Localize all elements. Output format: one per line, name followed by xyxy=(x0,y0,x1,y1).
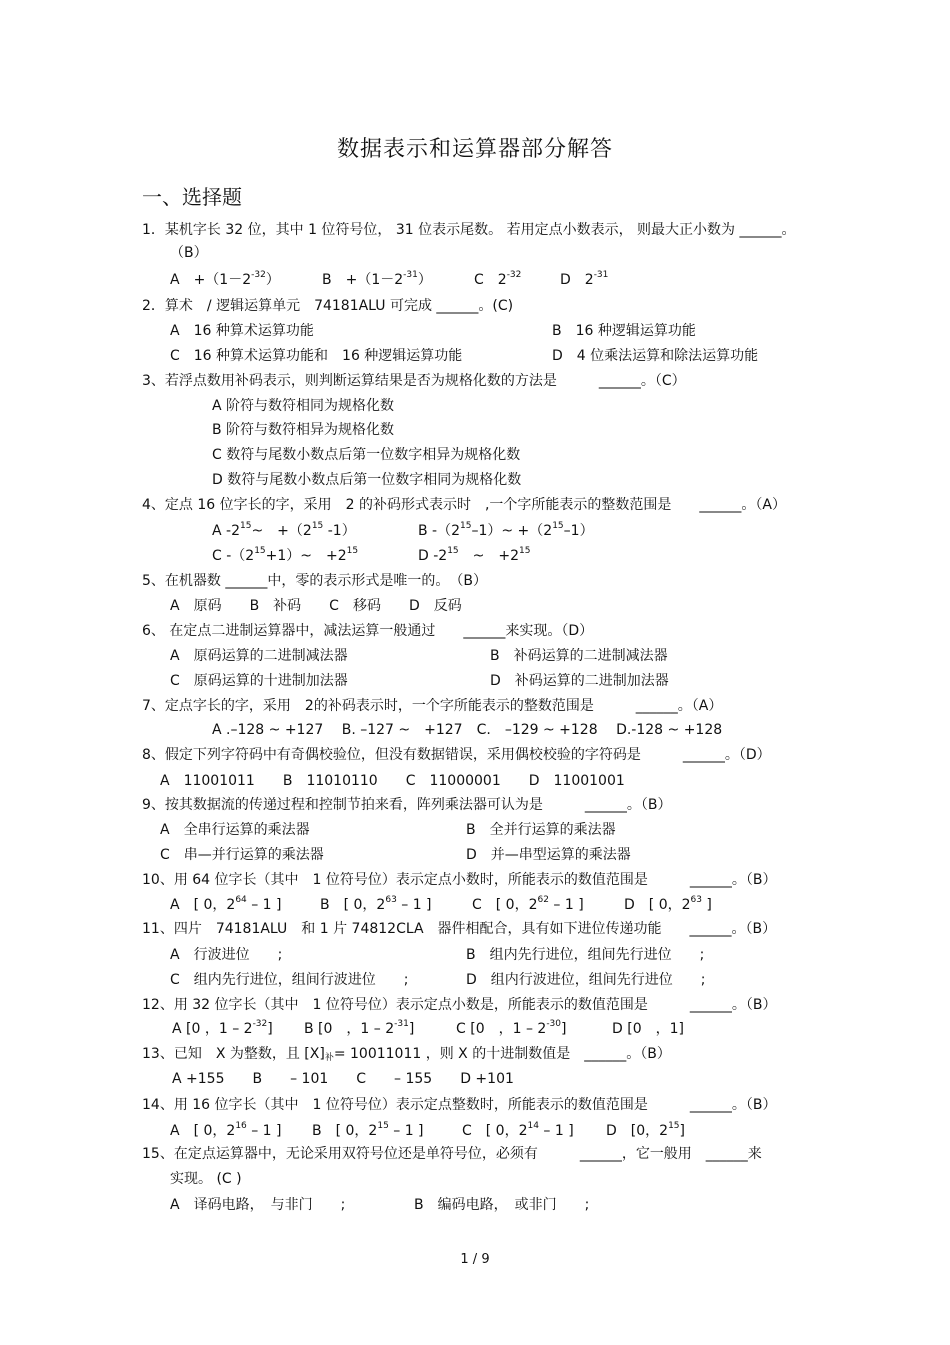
option-a: A [0 ，$1 - 2^{-32}$] xyxy=(172,1019,273,1037)
option-b: B $+(1-2^{-31})$ xyxy=(322,270,432,288)
question-6-option-c: C 原码运算的十进制加法器 xyxy=(170,673,348,689)
question-11-option-c: C 组内先行进位，组间行波进位 ; xyxy=(170,972,409,988)
question-3-stem: 3、若浮点数用补码表示，则判断运算结果是否为规格化数的方法是 ______。（C） xyxy=(142,373,686,389)
question-6-option-a: A 原码运算的二进制减法器 xyxy=(170,648,348,664)
option-c: C $2^{-32}$ xyxy=(474,270,522,288)
question-4-stem: 4、定点 16 位字长的字，采用 2 的补码形式表示时 ,一个字所能表示的整数范围是 ______。（A） xyxy=(142,497,787,513)
question-5-stem: 5、在机器数 ______中，零的表示形式是唯一的。 （B） xyxy=(142,573,487,589)
question-7-options: A .–128 ~ +127 B. –127 ~ +127 C. –129 ~ +128 D.-128 ~ +128 xyxy=(212,722,723,738)
option-d: D $-2^{15}$ ~ $+2^{15}$ xyxy=(418,546,531,564)
question-6-option-d: D 补码运算的二进制加法器 xyxy=(490,673,669,689)
question-9-option-a: A 全串行运算的乘法器 xyxy=(160,822,310,838)
question-4-options-cd xyxy=(212,547,530,565)
question-2-stem: 2．算术 / 逻辑运算单元 74181ALU 可完成 ______。(C) xyxy=(142,298,514,314)
question-3-option-d: D 数符与尾数小数点后第一位数字相同为规格化数 xyxy=(212,472,522,488)
option-b: B [0 ，$1 - 2^{-31}$] xyxy=(304,1019,415,1037)
question-7-stem: 7、定点字长的字，采用 2的补码表示时，一个字所能表示的整数范围是 ______。（A） xyxy=(142,698,723,714)
option-c: C [0 ，$1 - 2^{-30}$] xyxy=(456,1019,567,1037)
question-14-options xyxy=(170,1122,685,1140)
question-13-stem: 13、已知 X 为整数，且 $[X]_补= 10011011$ ，则 X 的十进制数值是 ______。（B） xyxy=(142,1046,671,1063)
question-10-options xyxy=(170,896,712,914)
question-2-option-d: D 4 位乘法运算和除法运算功能 xyxy=(552,348,759,364)
question-10-stem: 10、用 64 位字长（其中 1 位符号位）表示定点小数时，所能表示的数值范围是 ______。（B） xyxy=(142,872,777,888)
question-3-option-a: A 阶符与数符相同为规格化数 xyxy=(212,398,395,414)
question-13-options: A +155 B – 101 C – 155 D +101 xyxy=(172,1071,514,1087)
section-heading: 一、选择题 xyxy=(142,185,242,209)
option-c: C [ 0，$2^{14} - 1$ ] xyxy=(462,1121,574,1139)
option-d: D $2^{-31}$ xyxy=(560,270,609,288)
question-2-option-c: C 16 种算术运算功能和 16 种逻辑运算功能 xyxy=(170,348,463,364)
option-a: A $+(1-2^{-32})$ xyxy=(170,270,280,288)
option-c: C [ 0，$2^{62} - 1$ ] xyxy=(472,895,584,913)
page-title: 数据表示和运算器部分解答 xyxy=(336,137,613,162)
question-3-option-c: C 数符与尾数小数点后第一位数字相异为规格化数 xyxy=(212,447,521,463)
option-b: B [ 0，$2^{63} - 1$ ] xyxy=(320,895,432,913)
question-6-stem: 6、 在定点二进制运算器中，减法运算一般通过 ______来实现。（D） xyxy=(142,623,594,639)
question-9-option-b: B 全并行运算的乘法器 xyxy=(466,822,616,838)
question-9-stem: 9、按其数据流的传递过程和控制节拍来看，阵列乘法器可认为是 ______。（B） xyxy=(142,797,672,813)
option-a: A $-2^{15}\sim$ $+(2^{15}$ -1） xyxy=(212,521,356,539)
question-5-options: A 原码 B 补码 C 移码 D 反码 xyxy=(170,598,462,614)
question-1-options xyxy=(170,271,608,289)
question-12-stem: 12、用 32 位字长（其中 1 位符号位）表示定点小数是，所能表示的数值范围是 ______。（B） xyxy=(142,997,777,1013)
question-1-stem: 1．某机字长 32 位，其中 1 位符号位， 31 位表示尾数。 若用定点小数表示， 则最大正小数为 ______。 xyxy=(142,222,796,238)
question-8-stem: 8、假定下列字符码中有奇偶校验位，但没有数据错误，采用偶校校验的字符码是 ______。（D） xyxy=(142,747,771,763)
question-11-option-b: B 组内先行进位，组间先行进位 ; xyxy=(466,947,705,963)
option-b: B [ 0，$2^{15} - 1$ ] xyxy=(312,1121,424,1139)
page-number: 1 / 9 xyxy=(460,1252,490,1267)
question-12-options xyxy=(172,1020,684,1038)
question-3-option-b: B 阶符与数符相异为规格化数 xyxy=(212,422,395,438)
question-15-stem: 15、在定点运算器中，无论采用双符号位还是单符号位，必须有 ______，它一般用 ______来 xyxy=(142,1146,762,1162)
question-6-option-b: B 补码运算的二进制减法器 xyxy=(490,648,668,664)
question-15-stem-cont: 实现。 (C ) xyxy=(170,1171,242,1187)
option-c: C $-(2^{15}+1)\sim$ $+2^{15}$ xyxy=(212,546,359,564)
question-11-option-a: A 行波进位 ; xyxy=(170,947,283,963)
question-9-option-d: D 并—串型运算的乘法器 xyxy=(466,847,631,863)
question-15-option-b: B 编码电路， 或非门 ; xyxy=(414,1197,590,1213)
option-a: A [ 0，$2^{64} - 1$ ] xyxy=(170,895,282,913)
option-d: D [0，$2^{15}$] xyxy=(606,1121,685,1139)
question-2-option-a: A 16 种算术运算功能 xyxy=(170,323,314,339)
question-14-stem: 14、用 16 位字长（其中 1 位符号位）表示定点整数时，所能表示的数值范围是 ______。（B） xyxy=(142,1097,777,1113)
question-9-option-c: C 串—并行运算的乘法器 xyxy=(160,847,324,863)
question-11-option-d: D 组内行波进位，组间先行进位 ; xyxy=(466,972,706,988)
question-15-option-a: A 译码电路， 与非门 ; xyxy=(170,1197,346,1213)
question-8-options: A 11001011 B 11010110 C 11000001 D 11001001 xyxy=(160,773,625,789)
question-4-options-ab xyxy=(212,522,594,540)
option-b: B $-(2^{15}-1)\sim +(2^{15}-1)$ xyxy=(418,521,594,539)
option-a: A [ 0，$2^{16} - 1$ ] xyxy=(170,1121,282,1139)
question-11-stem: 11、四片 74181ALU 和 1 片 74812CLA 器件相配合，具有如下进位传递功能 ______。（B） xyxy=(142,921,777,937)
option-d: D [ 0，$2^{63}$ ] xyxy=(624,895,712,913)
question-1-answer: （B） xyxy=(170,245,208,261)
option-d: D [0 ，1] xyxy=(612,1021,684,1037)
question-2-option-b: B 16 种逻辑运算功能 xyxy=(552,323,696,339)
